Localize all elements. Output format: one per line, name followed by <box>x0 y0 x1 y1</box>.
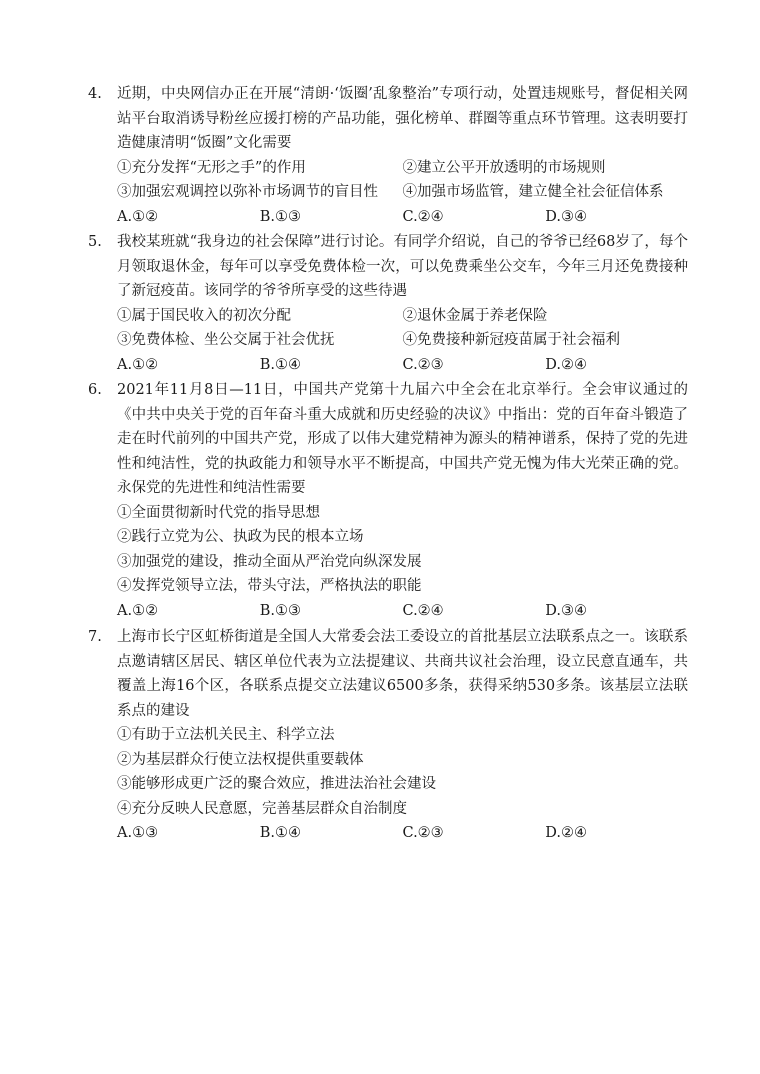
option-3: ③加强党的建设，推动全面从严治党向纵深发展 <box>117 553 422 570</box>
question-4 <box>88 82 688 229</box>
options-list <box>117 501 688 599</box>
question-stem: 近期，中央网信办正在开展“清朗·‘饭圈’乱象整治”专项行动，处置违规账号，督促相关网站平台取消诱导粉丝应援打榜的产品功能，强化榜单、群圈等重点环节管理。这表明要打造健康清明“饭圈”文化需要 <box>117 86 688 151</box>
question-7 <box>88 625 688 846</box>
answer-b: B.①④ <box>259 356 302 373</box>
answer-a: A.①② <box>117 602 159 619</box>
question-number: 6. <box>88 382 102 398</box>
answer-d: D.②④ <box>545 825 587 841</box>
option-3: ③加强宏观调控以弥补市场调节的盲目性 <box>117 184 378 200</box>
option-1: ①属于国民收入的初次分配 <box>117 307 291 324</box>
answer-d: D.③④ <box>545 208 587 225</box>
question-stem: 我校某班就“我身边的社会保障”进行讨论。有同学介绍说，自己的爷爷已经68岁了，每个月领取退休金，每年可以享受免费体检一次，可以免费乘坐公交车，今年三月还免费接种了新冠疫苗。该同学的爷爷所享受的这些待遇 <box>117 234 688 299</box>
answer-b: B.①④ <box>259 825 302 841</box>
options-row <box>117 328 688 353</box>
answer-d: D.③④ <box>545 602 587 619</box>
answer-b: B.①③ <box>259 208 302 225</box>
option-3: ③免费体检、坐公交属于社会优抚 <box>117 332 335 348</box>
options-row <box>117 156 688 181</box>
option-3: ③能够形成更广泛的聚合效应，推进法治社会建设 <box>117 776 436 792</box>
options-row <box>117 304 688 329</box>
option-4: ④加强市场监管，建立健全社会征信体系 <box>402 184 664 200</box>
option-1: ①充分发挥“无形之手”的作用 <box>117 159 306 176</box>
question-number: 4. <box>88 86 102 102</box>
question-stem: 上海市长宁区虹桥街道是全国人大常委会法工委设立的首批基层立法联系点之一。该联系点邀请辖区居民、辖区单位代表为立法提建议、共商共议社会治理，设立民意直通车，共覆盖上海16个区，各联系点提交立法建议6500多条，获得采纳530多条。该基层立法联系点的建设 <box>117 629 688 719</box>
options-row <box>117 180 688 205</box>
answer-c: C.②③ <box>402 825 444 841</box>
answer-choices <box>117 821 688 846</box>
answer-c: C.②④ <box>402 208 444 225</box>
answer-b: B.①③ <box>259 602 302 619</box>
option-4: ④免费接种新冠疫苗属于社会福利 <box>402 332 620 348</box>
answer-choices <box>117 205 688 230</box>
option-1: ①全面贯彻新时代党的指导思想 <box>117 504 320 521</box>
answer-c: C.②④ <box>402 602 444 619</box>
question-stem: 2021年11月8日—11日，中国共产党第十九届六中全会在北京举行。全会审议通过的《中共中央关于党的百年奋斗重大成就和历史经验的决议》中指出：党的百年奋斗锻造了走在时代前列的中国共产党，形成了以伟大建党精神为源头的精神谱系，保持了党的先进性和纯洁性，党的执政能力和领导水平不断提高，中国共产党无愧为伟大光荣正确的党。永保党的先进性和纯洁性需要 <box>117 382 688 496</box>
answer-d: D.②④ <box>545 356 587 373</box>
question-5 <box>88 230 688 377</box>
option-1: ①有助于立法机关民主、科学立法 <box>117 727 335 743</box>
option-4: ④发挥党领导立法，带头守法，严格执法的职能 <box>117 578 422 594</box>
answer-a: A.①③ <box>117 825 159 841</box>
option-2: ②退休金属于养老保险 <box>402 307 548 324</box>
option-4: ④充分反映人民意愿，完善基层群众自治制度 <box>117 800 407 817</box>
answer-c: C.②③ <box>402 356 444 373</box>
option-2: ②建立公平开放透明的市场规则 <box>402 159 606 176</box>
options-list <box>117 723 688 821</box>
answer-a: A.①② <box>117 356 159 373</box>
answer-choices <box>117 599 688 624</box>
question-6 <box>88 378 688 623</box>
option-2: ②为基层群众行使立法权提供重要载体 <box>117 751 364 768</box>
answer-choices <box>117 353 688 378</box>
question-number: 5. <box>88 234 102 250</box>
question-number: 7. <box>88 629 102 645</box>
answer-a: A.①② <box>117 208 159 225</box>
option-2: ②践行立党为公、执政为民的根本立场 <box>117 529 364 545</box>
